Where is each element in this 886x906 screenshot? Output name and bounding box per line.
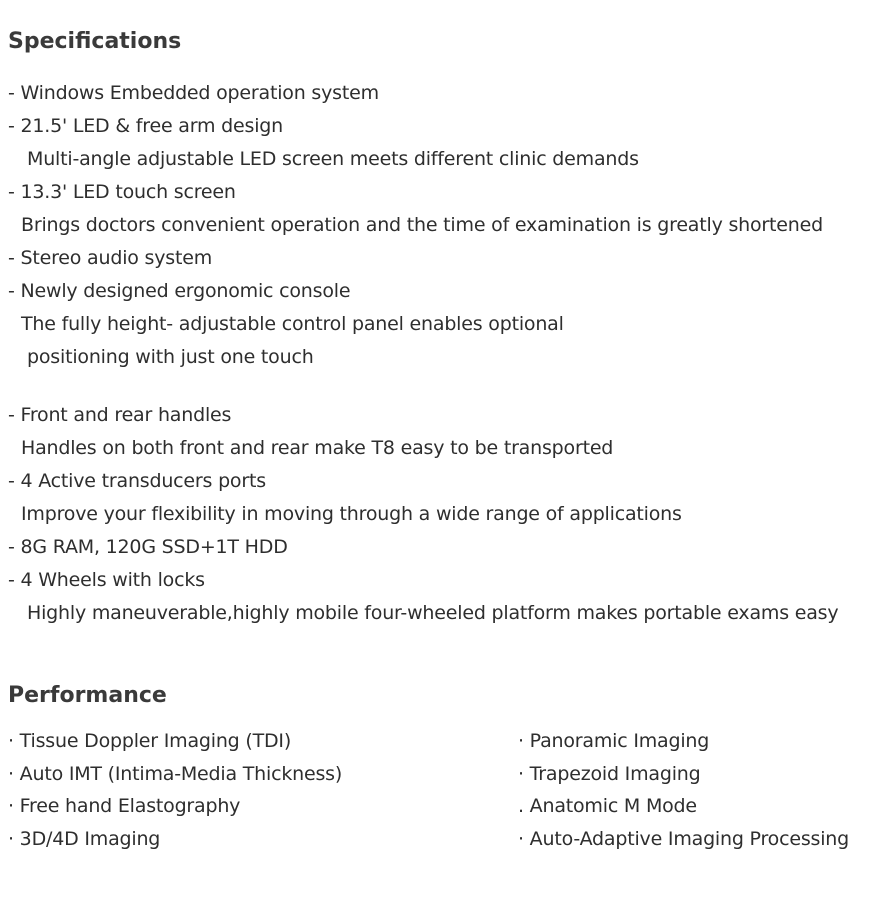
spec-line-detail: Handles on both front and rear make T8 easy to be transported — [21, 437, 614, 459]
performance-item: · 3D/4D Imaging — [8, 828, 161, 850]
spec-line: - 4 Wheels with locks — [8, 569, 205, 591]
spec-line: - 8G RAM, 120G SSD+1T HDD — [8, 536, 288, 558]
spec-line: - 4 Active transducers ports — [8, 470, 266, 492]
performance-item: · Free hand Elastography — [8, 795, 241, 817]
performance-item: · Tissue Doppler Imaging (TDI) — [8, 730, 292, 752]
spec-line-detail: positioning with just one touch — [27, 346, 314, 368]
spec-line: - Newly designed ergonomic console — [8, 280, 351, 302]
performance-item: . Anatomic M Mode — [518, 795, 697, 817]
spec-line-detail: Highly maneuverable,highly mobile four-wheeled platform makes portable exams easy — [27, 602, 839, 624]
performance-item: · Auto IMT (Intima-Media Thickness) — [8, 763, 343, 785]
performance-heading: Performance — [8, 683, 167, 708]
spec-line: - 21.5' LED & free arm design — [8, 115, 283, 137]
spec-line: - 13.3' LED touch screen — [8, 181, 236, 203]
spec-line: - Windows Embedded operation system — [8, 82, 379, 104]
spec-line-detail: Multi-angle adjustable LED screen meets different clinic demands — [27, 148, 639, 170]
spec-line-detail: Brings doctors convenient operation and the time of examination is greatly shortened — [21, 214, 823, 236]
spec-line-detail: The fully height- adjustable control panel enables optional — [21, 313, 564, 335]
performance-item: · Auto-Adaptive Imaging Processing — [518, 828, 850, 850]
specifications-heading: Specifications — [8, 29, 182, 54]
spec-line: - Stereo audio system — [8, 247, 213, 269]
performance-item: · Panoramic Imaging — [518, 730, 710, 752]
spec-line: - Front and rear handles — [8, 404, 232, 426]
performance-item: · Trapezoid Imaging — [518, 763, 701, 785]
spec-line-detail: Improve your flexibility in moving through a wide range of applications — [21, 503, 682, 525]
